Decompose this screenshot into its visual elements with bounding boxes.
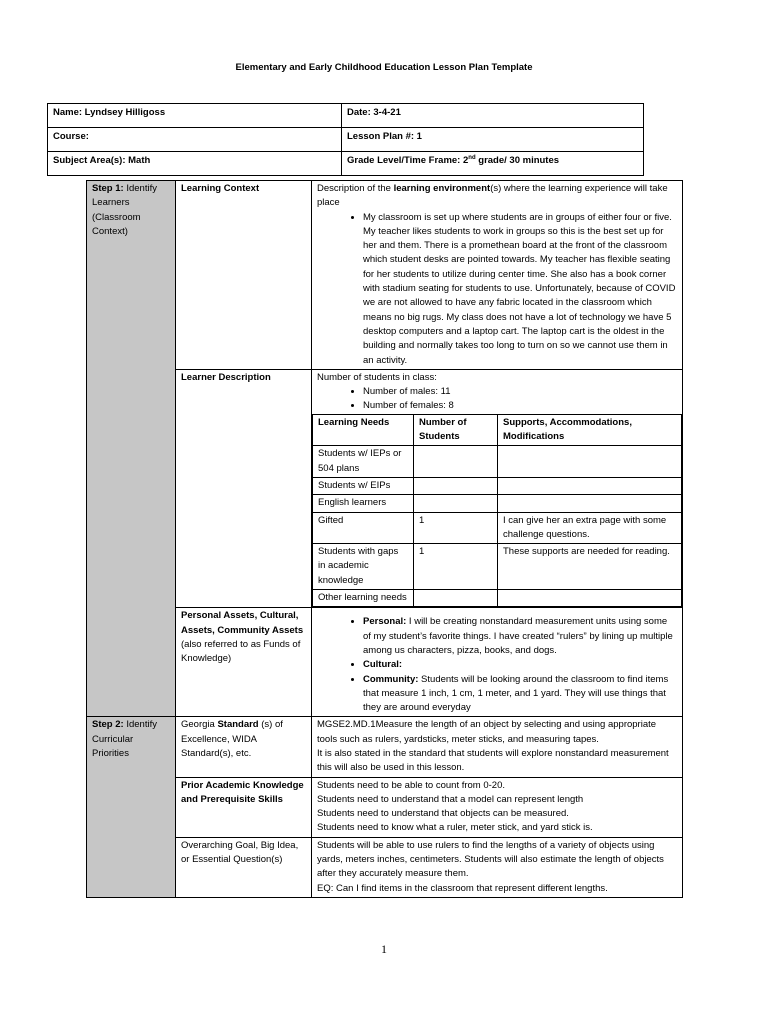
goal-row: [87, 837, 683, 897]
community-item: [363, 673, 677, 716]
step1-label: Step 1:: [92, 183, 124, 194]
assets-label-bold: Personal Assets, Cultural, Assets, Community Assets: [181, 610, 304, 636]
prior-line: Students need to understand that objects can be measured.: [317, 808, 569, 820]
number-cell: [414, 477, 498, 494]
essential-question: EQ: Can I find items in the classroom that represent different lengths.: [317, 882, 608, 894]
student-count-list: [317, 385, 677, 414]
grade-prefix: Grade Level/Time Frame: 2: [347, 155, 469, 166]
assets-row: [87, 608, 683, 717]
need-cell: Other learning needs: [313, 590, 414, 607]
table-row: [313, 590, 682, 607]
learning-context-desc: [317, 182, 677, 211]
cultural-label: Cultural:: [363, 659, 403, 671]
col-number-of-students: Number of Students: [414, 414, 498, 446]
standard-label-bold: Standard: [217, 719, 259, 731]
name-cell: Name: Lyndsey Hilligoss: [48, 104, 342, 128]
personal-item: [363, 615, 677, 658]
page-number: 1: [381, 942, 387, 956]
support-cell: [498, 590, 682, 607]
lesson-plan-table: [86, 180, 683, 898]
assets-content: [312, 608, 683, 717]
prior-line: Students need to understand that a model can represent length: [317, 793, 584, 805]
learning-needs-header: [313, 414, 682, 446]
community-label: Community:: [363, 673, 419, 685]
table-row: [313, 512, 682, 544]
assets-label: [176, 608, 312, 717]
desc-bold: learning environment: [393, 183, 491, 194]
prior-line: Students need to be able to count from 0-20.: [317, 779, 506, 791]
goal-text: Students will be able to use rulers to find the lengths of a variety of objects using yards, meters inches, centimeters. Students will also estimate the length of objects after they accurately measure them.: [317, 839, 664, 880]
standard-text-2: It is also stated in the standard that students will explore nonstandard measurement this will also be used in this lesson.: [317, 747, 669, 774]
desc-pre: Description of the: [317, 183, 394, 194]
col-supports: Supports, Accommodations, Modifications: [498, 414, 682, 446]
learner-description-row: [87, 369, 683, 607]
support-cell: I can give her an extra page with some challenge questions.: [498, 512, 682, 544]
step1-desc: Identify Learners (Classroom Context): [92, 183, 157, 237]
prior-knowledge-content: [312, 777, 683, 837]
learner-description-content: [312, 369, 683, 607]
grade-cell: [342, 152, 644, 176]
need-cell: Gifted: [313, 512, 414, 544]
cultural-item: [363, 658, 677, 672]
personal-text: I will be creating nonstandard measurement units using some of my student’s favorite things. I have created “rulers” by lining up multiple among us characters, pizza, books, and dogs.: [363, 616, 673, 656]
course-cell: Course:: [48, 128, 342, 152]
table-row: [313, 495, 682, 512]
learning-context-row: [87, 181, 683, 370]
need-cell: Students w/ EIPs: [313, 477, 414, 494]
standard-row: [87, 717, 683, 777]
support-cell: [498, 446, 682, 478]
step2-cell: [87, 717, 176, 898]
prior-line: Students need to know what a ruler, meter stick, and yard stick is.: [317, 822, 593, 834]
need-cell: Students with gaps in academic knowledge: [313, 544, 414, 590]
need-cell: English learners: [313, 495, 414, 512]
document-title: Elementary and Early Childhood Education Lesson Plan Template: [235, 62, 533, 73]
step1-cell: [87, 181, 176, 717]
table-row: [313, 544, 682, 590]
number-cell: [414, 495, 498, 512]
number-cell: 1: [414, 512, 498, 544]
standard-content: [312, 717, 683, 777]
standard-label: [176, 717, 312, 777]
prior-knowledge-row: [87, 777, 683, 837]
date-cell: Date: 3-4-21: [342, 104, 644, 128]
standard-text-1: MGSE2.MD.1Measure the length of an object by selecting and using appropriate tools such as rulers, yardsticks, meter sticks, and measuring tapes.: [317, 719, 657, 745]
need-cell: Students w/ IEPs or 504 plans: [313, 446, 414, 478]
assets-label-rest: (also referred to as Funds of Knowledge): [181, 638, 301, 665]
females-count: • Number of females: 8: [363, 399, 677, 413]
learning-context-label: Learning Context: [176, 181, 312, 370]
standard-label-pre: Georgia: [181, 719, 218, 731]
header-table: [47, 103, 644, 176]
community-text: Students will be looking around the classroom to find items that measure 1 inch, 1 cm, 1 meter, and 1 yard. They will use things that they are around everyday: [363, 673, 669, 714]
col-learning-needs: Learning Needs: [313, 414, 414, 446]
learning-context-list: [317, 211, 677, 368]
learner-description-label: Learner Description: [176, 369, 312, 607]
learning-needs-table: [312, 414, 682, 608]
learning-context-content: [312, 181, 683, 370]
goal-content: [312, 837, 683, 897]
lesson-plan-cell: Lesson Plan #: 1: [342, 128, 644, 152]
males-count: • Number of males: 11: [363, 385, 677, 399]
personal-label: Personal:: [363, 616, 407, 628]
prior-knowledge-label: Prior Academic Knowledge and Prerequisite Skills: [176, 777, 312, 837]
table-row: [313, 446, 682, 478]
step2-desc: Identify Curricular Priorities: [92, 719, 157, 759]
grade-suffix: grade/ 30 minutes: [475, 155, 560, 166]
grade-sup: nd: [468, 154, 476, 161]
goal-label: Overarching Goal, Big Idea, or Essential Question(s): [176, 837, 312, 897]
support-cell: These supports are needed for reading.: [498, 544, 682, 590]
step2-label: Step 2:: [92, 719, 124, 731]
learning-context-bullet: • My classroom is set up where students are in groups of either four or five. My teacher likes students to work in groups so this is the best set up for her and them. There is a promethean board at the front of the classroom which student desks are pointed towards. My teacher has flexible seating for her students to utilize during center time. She also has a book corner with stadium seating for students to use. Unfortunately, because of COVID we are not allowed to have any fabric located in the classroom which means no big rugs. My class does not have a lot of technology we have 5 desktop computers and a laptop cart. The laptop cart is the oldest in the building and normally takes too long to turn on so we cannot use them in an activity.: [363, 211, 677, 368]
standard-label-post: (s) of Excellence, WIDA Standard(s), etc.: [181, 719, 283, 759]
subject-cell: Subject Area(s): Math: [48, 152, 342, 176]
table-row: [313, 477, 682, 494]
desc-post: (s) where the learning experience will take place: [317, 183, 668, 209]
student-count-label: Number of students in class:: [317, 371, 437, 383]
number-cell: [414, 446, 498, 478]
number-cell: 1: [414, 544, 498, 590]
support-cell: [498, 495, 682, 512]
support-cell: [498, 477, 682, 494]
number-cell: [414, 590, 498, 607]
assets-list: [317, 615, 677, 715]
